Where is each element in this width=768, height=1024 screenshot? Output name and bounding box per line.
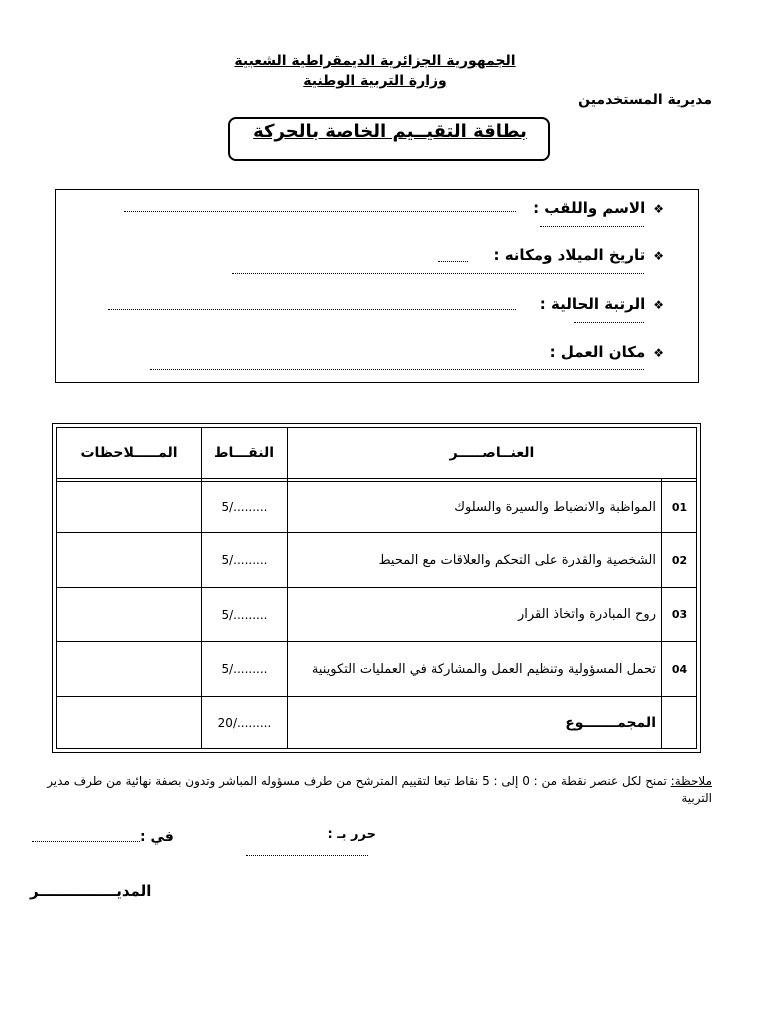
- total-label: المجمـــــــوع: [565, 715, 656, 731]
- header-remarks: المـــــلاحظات: [80, 445, 178, 461]
- row-remarks[interactable]: [57, 588, 201, 641]
- date-dotted-line[interactable]: [32, 841, 140, 842]
- name-dotted-line-2[interactable]: [540, 226, 644, 227]
- name-field-label: الاسم واللقب :: [533, 199, 646, 217]
- name-field: [533, 199, 664, 217]
- row-element: تحمل المسؤولية وتنظيم العمل والمشاركة في العمليات التكوينية: [311, 661, 656, 677]
- row-element: المواظبة والانضباط والسيرة والسلوك: [454, 499, 656, 515]
- workplace-field: [550, 343, 664, 361]
- directorate-title: مديرية المستخدمين: [578, 92, 712, 108]
- row-points[interactable]: 5/.........: [221, 500, 268, 514]
- rank-dotted-line[interactable]: [108, 309, 516, 310]
- row-points[interactable]: 5/.........: [221, 553, 268, 567]
- name-dotted-line[interactable]: [124, 211, 516, 212]
- header-points: النقـــاط: [214, 445, 274, 461]
- director-signature-label: المديـــــــــــــــر: [30, 882, 152, 900]
- birth-field-label: تاريخ الميلاد ومكانه :: [493, 246, 646, 264]
- total-points[interactable]: 20/.........: [217, 716, 272, 730]
- note-label: ملاحظة:: [670, 774, 712, 788]
- diamond-bullet-icon: ❖: [653, 298, 664, 312]
- row-remarks[interactable]: [57, 533, 201, 587]
- row-points[interactable]: 5/.........: [221, 607, 268, 622]
- row-element: روح المبادرة واتخاذ القرار: [517, 607, 656, 622]
- rank-field: [540, 295, 664, 313]
- rank-dotted-line-2[interactable]: [574, 322, 644, 323]
- birth-dotted-line-2[interactable]: [232, 273, 644, 274]
- workplace-field-label: مكان العمل :: [549, 343, 646, 361]
- diamond-bullet-icon: ❖: [653, 249, 664, 263]
- rank-field-label: الرتبة الحالية :: [539, 295, 646, 313]
- header-divider: [56, 478, 697, 479]
- row-number: 02: [671, 553, 688, 567]
- row-remarks[interactable]: [57, 482, 201, 532]
- row-number: 04: [671, 662, 688, 676]
- workplace-dotted-line[interactable]: [150, 369, 644, 370]
- header-elements: العنــاصـــــر: [449, 445, 535, 461]
- row-element: الشخصية والقدرة على التحكم والعلاقات مع المحيط: [378, 552, 656, 568]
- diamond-bullet-icon: ❖: [653, 346, 664, 360]
- row-number: 01: [671, 500, 688, 514]
- row-remarks[interactable]: [57, 642, 201, 696]
- birth-field: [493, 246, 664, 264]
- issued-by-label: حرر بـ :: [327, 827, 376, 842]
- card-title: بطاقة التقيــيم الخاصة بالحركة: [253, 121, 527, 142]
- row-number: 03: [671, 608, 688, 621]
- issued-by-dotted-line[interactable]: [246, 855, 368, 856]
- diamond-bullet-icon: ❖: [653, 202, 664, 216]
- date-label: في :: [140, 829, 174, 845]
- birth-dotted-line[interactable]: [438, 261, 468, 262]
- ministry-title: وزارة التربية الوطنية: [303, 73, 447, 89]
- row-points[interactable]: 5/.........: [221, 662, 268, 676]
- republic-title: الجمهورية الجزائرية الديمقراطية الشعبية: [234, 53, 516, 69]
- note-paragraph: [46, 773, 712, 807]
- note-text: تمنح لكل عنصر نقطة من : 0 إلى : 5 نقاط تبعا لتقييم المترشح من طرف مسؤوله المباشر وتدون بصفة نهائية من طرف مدير التربية: [47, 774, 712, 805]
